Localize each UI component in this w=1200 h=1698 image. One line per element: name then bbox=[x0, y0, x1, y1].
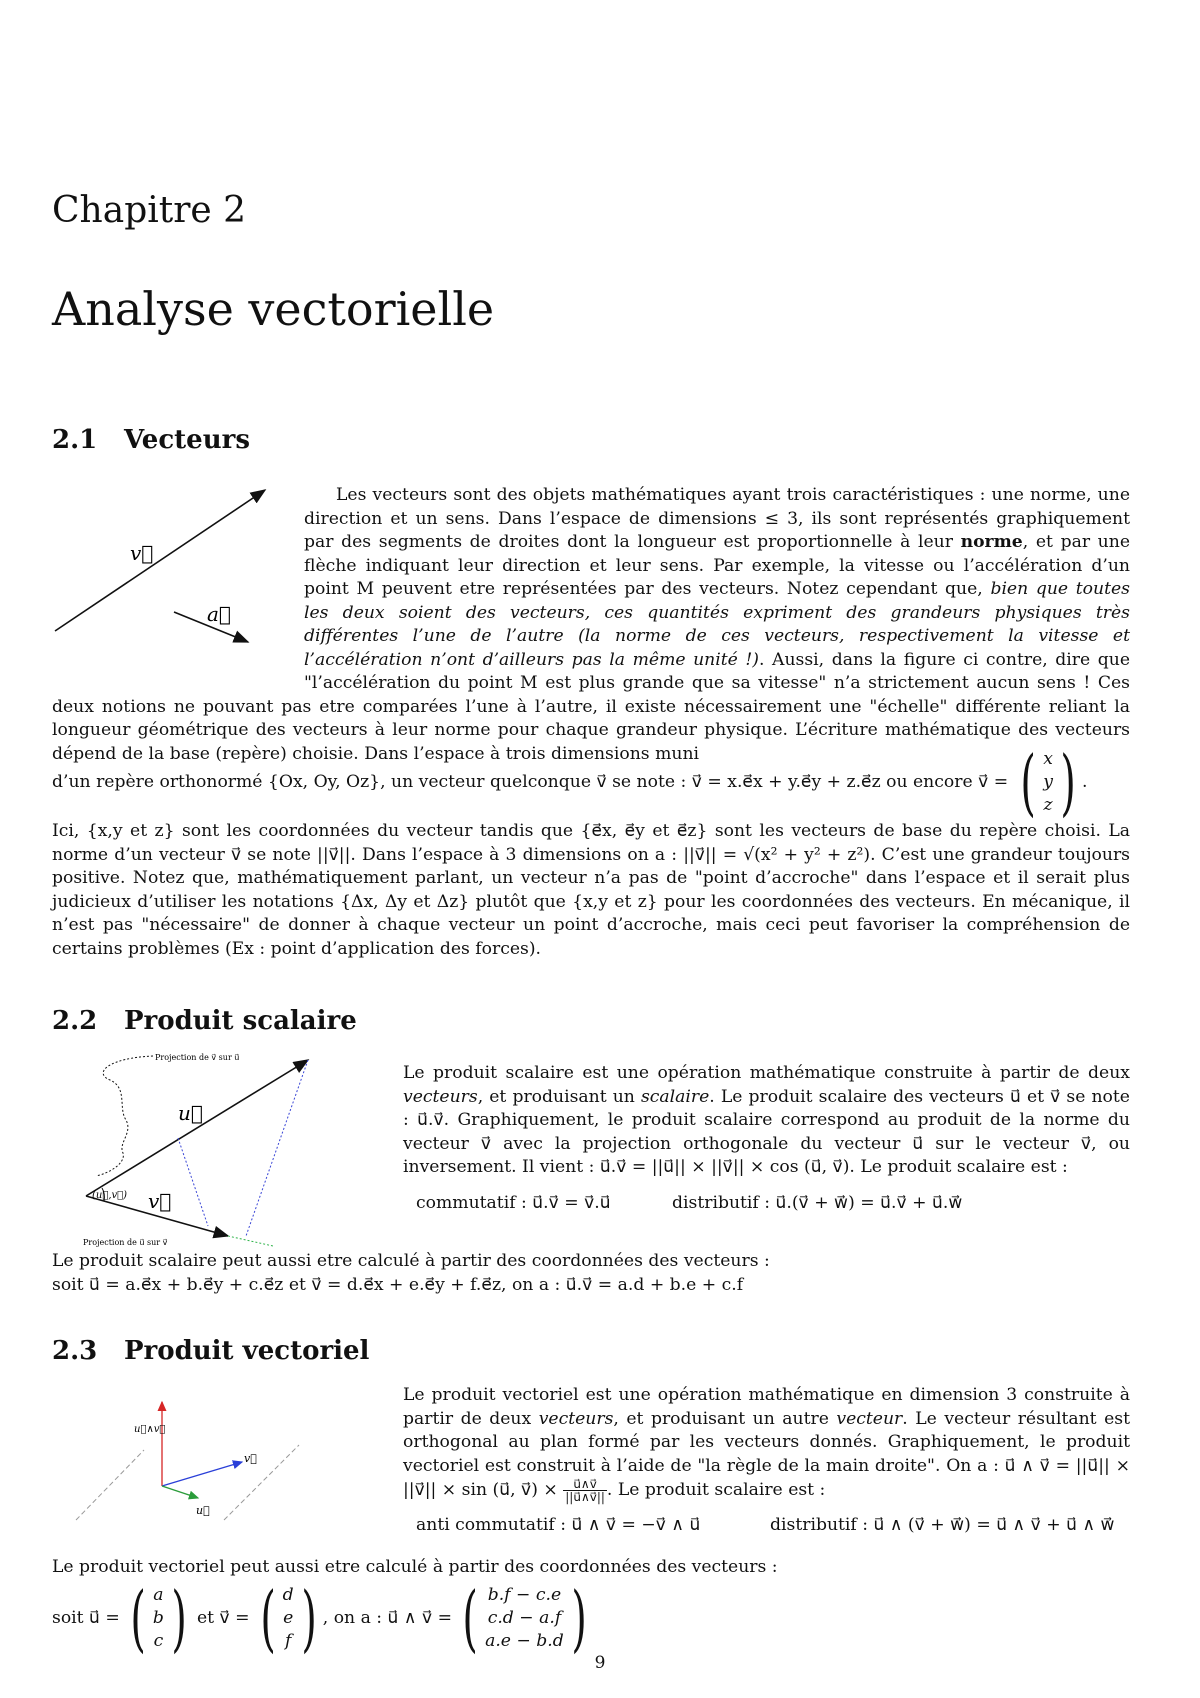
u-label: u⃗ bbox=[196, 1504, 210, 1517]
text-span: Le produit vectoriel est une opération mathématique en dimension 3 construite à partir de deux bbox=[403, 1385, 1130, 1429]
section-number: 2.2 bbox=[52, 1006, 98, 1036]
section-title: Produit scalaire bbox=[124, 1006, 357, 1036]
acceleration-label: a⃗ bbox=[207, 602, 231, 626]
text-span: . Aussi, dans la figure ci contre, dire que "l’accélération du point M est plus grande que sa vitesse" n’a strictement aucun sens ! Ces deux notions ne pouvant pas etre comparées l’une à l’autre, il existe nécessairement une "échelle" différente reliant la longueur géométrique des vecteurs à leur norme pour chaque grandeur physique. L’écriture mathématique des vecteurs dépend de la base (repère) choisie. Dans l’espace à trois dimensions muni bbox=[52, 649, 1130, 764]
equation-text: et v⃗ = bbox=[197, 1607, 250, 1628]
text-span: , et par une flèche indiquant leur direction et leur sens. Par exemple, la vitesse ou l’accélération d’un point M peuvent etre représentées par des vecteurs. Notez cependant que, bbox=[304, 532, 1130, 599]
component: c.d − a.f bbox=[487, 1607, 562, 1628]
v-vector-arrow bbox=[162, 1462, 242, 1486]
produit-vectoriel-paragraph bbox=[403, 1384, 1130, 1503]
component-x: x bbox=[1043, 748, 1053, 769]
produit-scalaire-paragraph bbox=[403, 1062, 1130, 1180]
text-span: , et produisant un autre bbox=[613, 1408, 837, 1429]
v-label: v⃗ bbox=[148, 1189, 172, 1213]
emphasis-text: bien que toutes les deux soient des vecteurs, ces quantités expriment des grandeurs physiques très différentes l’une de l’autre (la norme de ces vecteurs, respectivement la vitesse et l’accélération n’ont d’ailleurs pas la même unité !) bbox=[304, 579, 1130, 670]
plane-edge-right bbox=[224, 1445, 299, 1520]
equation-text: , on a : u⃗ ∧ v⃗ = bbox=[322, 1607, 452, 1628]
figure-scalar-product bbox=[78, 1048, 378, 1250]
equation-text: soit u⃗ = bbox=[52, 1607, 120, 1628]
vecteurs-paragraph-2: Ici, {x,y et z} sont les coordonnées du vecteur tandis que {e⃗x, e⃗y et e⃗z} sont les vecteurs de base du repère choisi. La norme d’un vecteur v⃗ se note ||v⃗||. Dans l’espace à 3 dimensions on a : ||v⃗|| = √(x² + y² + z²). C’est une grandeur toujours positive. Notez que, mathématiquement parlant, un vecteur n’a pas de "point d’accroche" dans l’espace et il serait plus judicieux d’utiliser les notations {Δx, Δy et Δz} plutôt que {x,y et z} pour les coordonnées des vecteurs. En mécanique, il n’est pas "nécessaire" de donner à chaque vecteur un point d’accroche, mais ceci peut favoriser la compréhension de certains problèmes (Ex : point d’application des forces). bbox=[52, 821, 1130, 959]
velocity-label: v⃗ bbox=[130, 541, 154, 565]
component: b bbox=[152, 1607, 164, 1628]
scalar-coordinates-intro: Le produit scalaire peut aussi etre calculé à partir des coordonnées des vecteurs : bbox=[52, 1251, 770, 1271]
text-span: . Le produit scalaire est : bbox=[606, 1480, 826, 1500]
projection-line-green bbox=[228, 1236, 273, 1246]
section-title: Vecteurs bbox=[124, 425, 250, 455]
section-title: Produit vectoriel bbox=[124, 1336, 370, 1366]
unit-vector-fraction bbox=[563, 1478, 607, 1503]
projection-brace-top bbox=[96, 1056, 153, 1176]
section-number: 2.1 bbox=[52, 425, 98, 455]
component: c bbox=[153, 1630, 164, 1651]
text-span: , et produisant un bbox=[477, 1086, 641, 1107]
plane-edge-left bbox=[76, 1450, 144, 1520]
section-heading-produit-scalaire bbox=[52, 1006, 357, 1036]
vecteurs-paragraph-1 bbox=[52, 484, 1130, 766]
vector-notation-line: d’un repère orthonormé {Ox, Oy, Oz}, un vecteur quelconque v⃗ se note : v⃗ = x.e⃗x + y.e⃗y + z.e⃗z ou encore v⃗ = ( x y z ) . bbox=[52, 740, 1088, 824]
emphasis-text: scalaire bbox=[640, 1086, 710, 1107]
component: f bbox=[284, 1630, 292, 1651]
text-span: Le produit scalaire est une opération mathématique construite à partir de deux bbox=[403, 1063, 1130, 1083]
scalar-coordinates-formula: soit u⃗ = a.e⃗x + b.e⃗y + c.e⃗z et v⃗ = d.e⃗x + e.e⃗y + f.e⃗z, on a : u⃗.v⃗ = a.d + b.e + c.f bbox=[52, 1275, 744, 1295]
u-label: u⃗ bbox=[178, 1101, 203, 1125]
angle-label: (u⃗,v⃗) bbox=[92, 1190, 128, 1201]
component: b.f − c.e bbox=[487, 1584, 562, 1605]
result-column: ( b.f − c.e c.d − a.f a.e − b.d ) bbox=[462, 1576, 587, 1660]
v-column: ( d e f ) bbox=[259, 1576, 317, 1660]
text-span: . Le produit scalaire des vecteurs u⃗ et v⃗ se note : u⃗.v⃗. Graphiquement, le produit scalaire correspond au produit de la norme du vecteur v⃗ avec la projection orthogonale du vecteur u⃗ sur le vecteur v⃗, ou inversement. Il vient : u⃗.v⃗ = ||u⃗|| × ||v⃗|| × cos (u⃗, v⃗). Le produit scalaire est : bbox=[403, 1086, 1130, 1177]
component-y: y bbox=[1043, 771, 1053, 792]
anticommutative-property: anti commutatif : u⃗ ∧ v⃗ = −v⃗ ∧ u⃗ bbox=[416, 1515, 701, 1535]
section-heading-produit-vectoriel bbox=[52, 1336, 369, 1366]
u-vector-arrow bbox=[86, 1060, 308, 1196]
component: a.e − b.d bbox=[485, 1630, 564, 1651]
vector-coordinates-intro: Le produit vectoriel peut aussi etre calculé à partir des coordonnées des vecteurs : bbox=[52, 1557, 778, 1577]
emphasis-text: vecteur bbox=[836, 1408, 903, 1429]
vector-column: ( x y z ) bbox=[1020, 740, 1076, 824]
section-number: 2.3 bbox=[52, 1336, 98, 1366]
u-column: ( a b c ) bbox=[130, 1576, 187, 1660]
chapter-title: Analyse vectorielle bbox=[52, 282, 495, 336]
figure-vector-product bbox=[74, 1390, 334, 1530]
component: a bbox=[153, 1584, 164, 1605]
component-z: z bbox=[1043, 794, 1053, 815]
distributive-property: distributif : u⃗ ∧ (v⃗ + w⃗) = u⃗ ∧ v⃗ + u⃗ ∧ w⃗ bbox=[770, 1515, 1115, 1535]
chapter-label: Chapitre 2 bbox=[52, 190, 247, 231]
text-span: . Le vecteur résultant est orthogonal au plan formé par les vecteurs donnés. Graphiquement, le produit vectoriel est construit à l’aide de "la règle de la main droite". On a : u⃗ ∧ v⃗ = ||u⃗|| × ||v⃗|| × sin (u⃗, v⃗) × bbox=[403, 1408, 1130, 1500]
distributive-property: distributif : u⃗.(v⃗ + w⃗) = u⃗.v⃗ + u⃗.w⃗ bbox=[672, 1193, 963, 1213]
fraction-numerator: u⃗∧v⃗ bbox=[563, 1478, 607, 1491]
projection-line-blue-2 bbox=[246, 1060, 308, 1236]
fraction-denominator: ||u⃗∧v⃗|| bbox=[565, 1490, 605, 1504]
emphasis-text: vecteurs bbox=[403, 1086, 478, 1107]
u-vector-arrow bbox=[162, 1486, 198, 1498]
section-heading-vecteurs bbox=[52, 425, 250, 455]
emphasis-text: vecteurs bbox=[538, 1408, 614, 1429]
equation-text: d’un repère orthonormé {Ox, Oy, Oz}, un vecteur quelconque v⃗ se note : v⃗ = x.e⃗x + y.e⃗y + z.e⃗z ou encore v⃗ = bbox=[52, 771, 1009, 792]
projection-top-label: Projection de v⃗ sur u⃗ bbox=[155, 1053, 240, 1062]
v-label: v⃗ bbox=[244, 1452, 257, 1465]
text-span: Les vecteurs sont des objets mathématiques ayant trois caractéristiques : une norme, une direction et un sens. Dans l’espace de dimensions ≤ 3, ils sont représentés graphiquement par des segments de droites dont la longueur est proportionnelle à leur bbox=[304, 485, 1130, 552]
component: e bbox=[283, 1607, 294, 1628]
commutative-property: commutatif : u⃗.v⃗ = v⃗.u⃗ bbox=[416, 1193, 611, 1213]
page-number: 9 bbox=[594, 1653, 606, 1673]
keyword-norme: norme bbox=[960, 532, 1023, 552]
component: d bbox=[282, 1584, 294, 1605]
cross-product-label: u⃗∧v⃗ bbox=[134, 1424, 166, 1435]
projection-line-blue-1 bbox=[178, 1138, 208, 1226]
projection-bottom-label: Projection de u⃗ sur v⃗ bbox=[83, 1238, 168, 1247]
vector-coordinates-formula bbox=[52, 1576, 593, 1660]
